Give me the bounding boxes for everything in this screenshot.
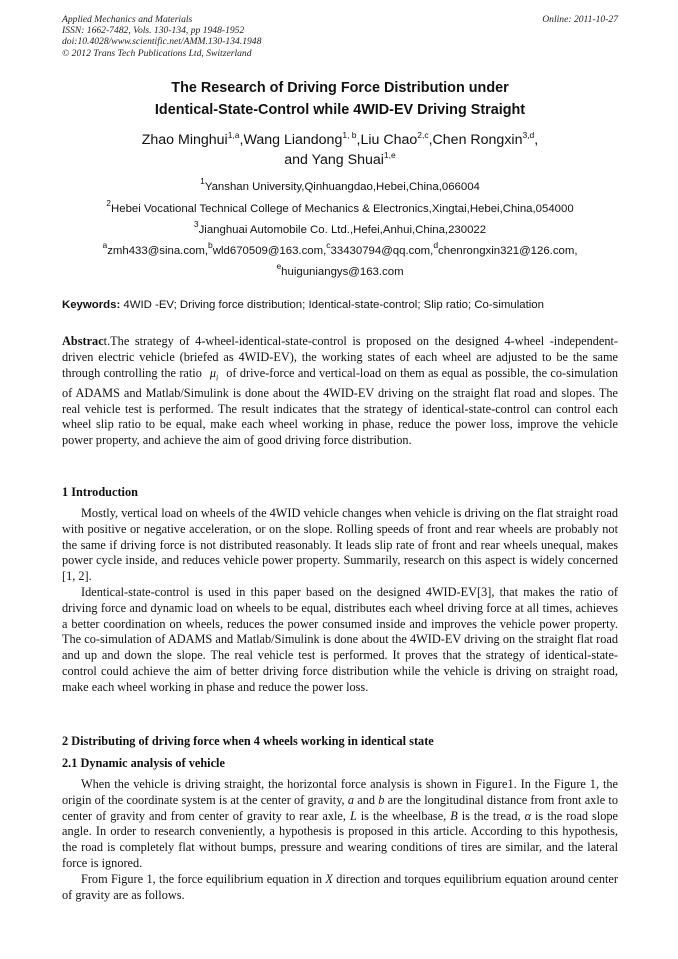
section-heading: 2 Distributing of driving force when 4 wheels working in identical state	[62, 734, 434, 748]
section-heading: 1 Introduction	[62, 485, 138, 499]
abstract-text: of drive-force and vertical-load on them as equal as possible, the co-simulation of ADAMS and Matlab/Simulink is done about the 4WID-EV driving on the straight flat road and slopes. The real vehicle test is performed. The result indicates that the strategy of identical-state-control can control each wheel slip ratio to be equal, make each wheel working in phase, reduce the power loss, improve the vehicle power property, and achieve the aim of good driving force distribution.	[62, 365, 619, 448]
affil-mark: 2	[106, 198, 112, 208]
paragraph: Identical-state-control is used in this paper based on the designed 4WID-EV[3], that makes the ratio of driving force and dynamic load on wheels to be equal, distributes each wheel driving force at all times, achieves a better coordination on wheels, reduces the power consumed inside and improves the vehicle power property. The co-simulation of ADAMS and Matlab/Simulink is done about the 4WID-EV driving on the straight flat road and up and down the slope. The real vehicle test is performed. It proves that the strategy of identical-state-control could achieve the aim of better driving force distribution while the vehicle is driving on straight road, make each wheel working in phase and reduce the power loss.	[62, 585, 618, 694]
title-line-2: Identical-State-Control while 4WID-EV Driving Straight	[154, 102, 526, 118]
email-mark: a	[102, 240, 108, 250]
mu-symbol	[202, 365, 226, 383]
text-run: direction and torques equilibrium equation around center of gravity are as follows.	[62, 872, 618, 902]
affil-text: Yanshan University,Qinhuangdao,Hebei,China,066004	[204, 181, 480, 193]
email-mark: c	[326, 240, 331, 250]
affil-text: Jianghuai Automobile Co. Ltd.,Hefei,Anhui,China,230022	[198, 224, 487, 236]
email-address: 33430794@qq.com,	[330, 245, 434, 257]
email-address: wld670509@163.com,	[212, 245, 327, 257]
author-name: ,Chen Rongxin	[428, 132, 523, 148]
affil-mark: 1	[200, 176, 205, 186]
text-run: is the wheelbase,	[356, 808, 451, 823]
email-address: zmh433@sina.com,	[107, 245, 209, 257]
text-run: are the longitudinal distance from front axle to center of gravity and from center of gravity to rear axle,	[62, 792, 619, 823]
math-variable: b	[378, 792, 385, 807]
text-run: From Figure 1, the force equilibrium equation in	[81, 872, 326, 886]
title-line-1: The Research of Driving Force Distribution under	[171, 80, 509, 96]
paragraph: Mostly, vertical load on wheels of the 4WID vehicle changes when vehicle is driving on the flat straight road with positive or negative acceleration, or on the slope. Rolling speeds of front and rear wheels are probably not the same if driving force is not distributed reasonably. It leads slip rate of front and rear wheels unequal, makes power cycle inside, and reduces vehicle power property. Summarily, research on this aspect is widely concerned [1, 2].	[62, 506, 618, 584]
mu-subscript: i	[216, 373, 219, 383]
abstract	[62, 334, 618, 449]
abstract-label: Abstrac	[62, 334, 104, 348]
online-date: Online: 2011-10-27	[542, 14, 618, 25]
author-affil-mark: 3,d	[522, 130, 535, 140]
paragraph	[62, 872, 618, 904]
affiliation-3	[62, 219, 618, 237]
copyright-line: © 2012 Trans Tech Publications Ltd, Switzerland	[62, 47, 252, 59]
author-line-1	[62, 130, 618, 150]
author-affil-mark: 1,e	[383, 150, 396, 160]
paragraph	[62, 777, 618, 872]
affiliation-1	[62, 176, 618, 194]
keywords	[62, 297, 618, 313]
keywords-label: Keywords:	[62, 299, 121, 311]
author-line-2	[62, 150, 618, 170]
text-run: When the vehicle is driving straight, the horizontal force analysis is shown in Figure1. In the Figure 1, the origin of the coordinate system is at the center of gravity,	[62, 777, 618, 807]
math-variable: X	[325, 872, 333, 886]
author-affil-mark: 2,c	[417, 130, 429, 140]
affiliation-2	[62, 198, 618, 216]
issn-line: ISSN: 1662-7482, Vols. 130-134, pp 1948-1952	[62, 25, 245, 37]
email-address: chenrongxin321@126.com,	[438, 245, 578, 257]
author-list	[62, 130, 618, 170]
math-variable: L	[349, 808, 357, 823]
author-affil-mark: 1,a	[227, 130, 240, 140]
doi-line: doi:10.4028/www.scientific.net/AMM.130-134.1948	[62, 36, 262, 48]
affil-mark: 3	[193, 219, 199, 229]
math-variable: a	[347, 792, 355, 807]
author-name: Zhao Minghui	[141, 132, 228, 148]
keywords-text: 4WID -EV; Driving force distribution; Identical-state-control; Slip ratio; Co-simulation	[120, 299, 544, 311]
text-run: is the road slope angle. In order to research conveniently, a hypothesis is proposed in this article. According to this hypothesis, the road is completely flat without bumps, pressure and wearing conditions of tires are similar, and the lateral force is ignored.	[62, 808, 618, 870]
email-mark: e	[276, 261, 282, 271]
email-mark: b	[208, 240, 213, 250]
math-variable: α	[524, 808, 532, 823]
text-run: and	[354, 792, 379, 807]
email-address: huiguniangys@163.com	[281, 266, 404, 278]
email-line-2	[62, 261, 618, 279]
author-name: ,Liu Chao	[356, 132, 418, 148]
math-variable: B	[450, 808, 458, 823]
paper-title	[62, 77, 618, 121]
journal-name: Applied Mechanics and Materials	[62, 14, 193, 25]
mu-letter: μ	[209, 365, 217, 380]
abstract-text: t.The strategy of 4-wheel-identical-state-control is proposed on the designed 4-wheel -independent-driven electric vehicle (briefed as 4WID-EV), the working states of each wheel are adjusted to be the same through controlling the ratio	[62, 334, 618, 380]
email-mark: d	[433, 240, 439, 250]
text-run: is the tread,	[457, 808, 525, 823]
affil-text: Hebei Vocational Technical College of Mechanics & Electronics,Xingtai,Hebei,China,054000	[111, 203, 574, 215]
subsection-heading: 2.1 Dynamic analysis of vehicle	[62, 756, 225, 770]
author-separator: ,	[534, 132, 539, 148]
author-affil-mark: 1, b	[342, 130, 357, 140]
author-name: ,Wang Liandong	[239, 132, 343, 148]
author-name: and Yang Shuai	[284, 152, 384, 168]
email-line-1	[62, 240, 618, 258]
page-header	[62, 14, 618, 59]
